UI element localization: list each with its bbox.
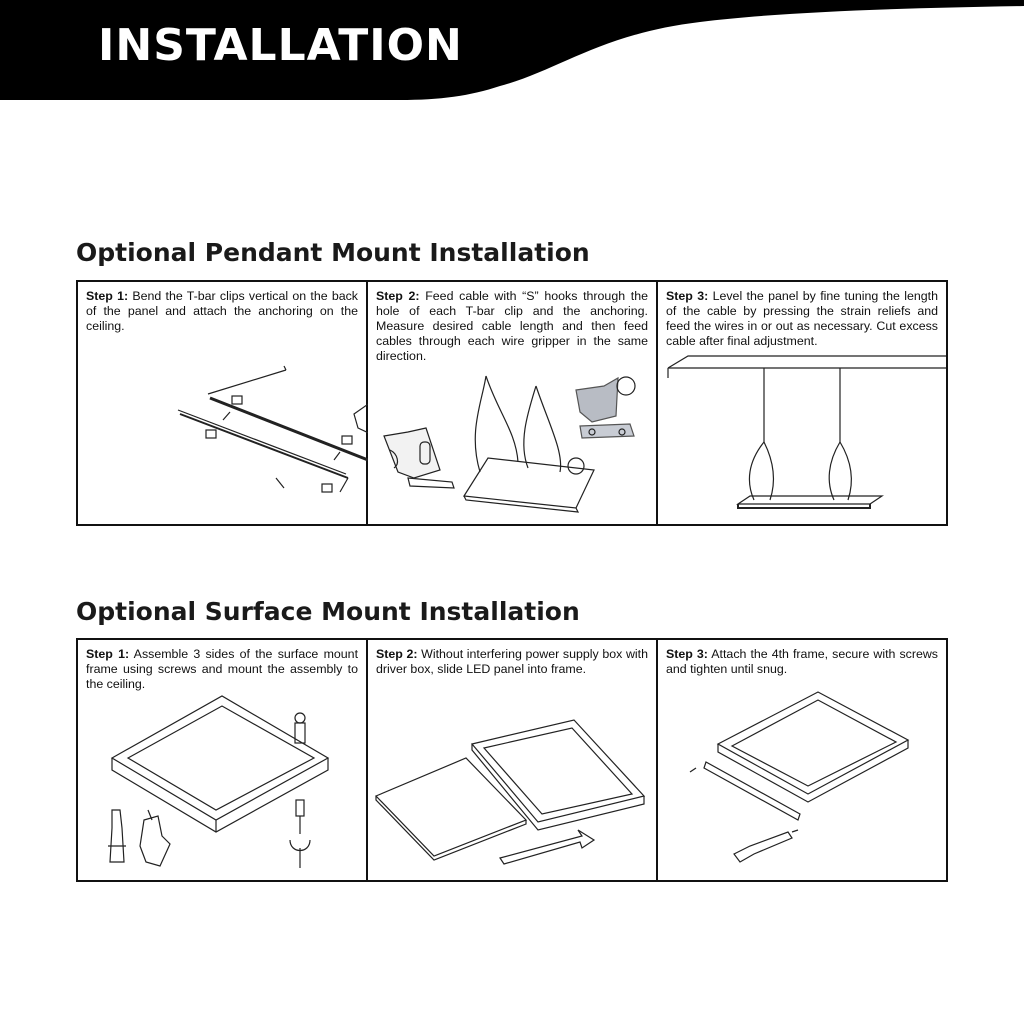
step-label: Step 1: xyxy=(86,289,129,303)
surface-step-2-cell xyxy=(368,640,658,880)
pendant-step-3-cell xyxy=(658,282,946,524)
pendant-step-1-cell xyxy=(78,282,368,524)
step-description: Without interfering power supply box with driver box, slide LED panel into frame. xyxy=(376,647,649,676)
header-banner xyxy=(0,0,1024,110)
surface-steps-table xyxy=(76,638,948,882)
attach-frame-illustration xyxy=(658,640,946,882)
step-description: Bend the T-bar clips vertical on the back of the panel and attach the anchoring on the ceiling. xyxy=(86,289,358,333)
step-description: Level the panel by fine tuning the length of the cable by pressing the strain reliefs and feed the wires in or out as necessary. Cut excess cable after final adjustment. xyxy=(666,289,938,348)
step-label: Step 2: xyxy=(376,289,420,303)
step-description: Feed cable with “S” hooks through the hole of each T-bar clip and the anchoring. Measure desired cable length and then feed cables through each wire gripper in the same direction. xyxy=(376,289,648,363)
slide-panel-illustration xyxy=(368,640,656,882)
frame-assembly-illustration xyxy=(78,640,368,882)
step-label: Step 2: xyxy=(376,647,418,661)
tbar-clip-illustration xyxy=(78,282,368,526)
step-label: Step 3: xyxy=(666,647,708,661)
step-description: Assemble 3 sides of the surface mount frame using screws and mount the assembly to the ceiling. xyxy=(86,647,359,691)
pendant-steps-table xyxy=(76,280,948,526)
pendant-section-title: Optional Pendant Mount Installation xyxy=(76,238,590,267)
surface-step-3-cell xyxy=(658,640,946,880)
step-label: Step 3: xyxy=(666,289,709,303)
step-description: Attach the 4th frame, secure with screws and tighten until snug. xyxy=(666,647,938,676)
level-panel-illustration xyxy=(658,282,946,526)
step-label: Step 1: xyxy=(86,647,130,661)
pendant-step-2-cell xyxy=(368,282,658,524)
cable-hook-illustration xyxy=(368,282,656,526)
page-title: INSTALLATION xyxy=(98,20,463,71)
surface-section-title: Optional Surface Mount Installation xyxy=(76,597,580,626)
surface-step-1-cell xyxy=(78,640,368,880)
